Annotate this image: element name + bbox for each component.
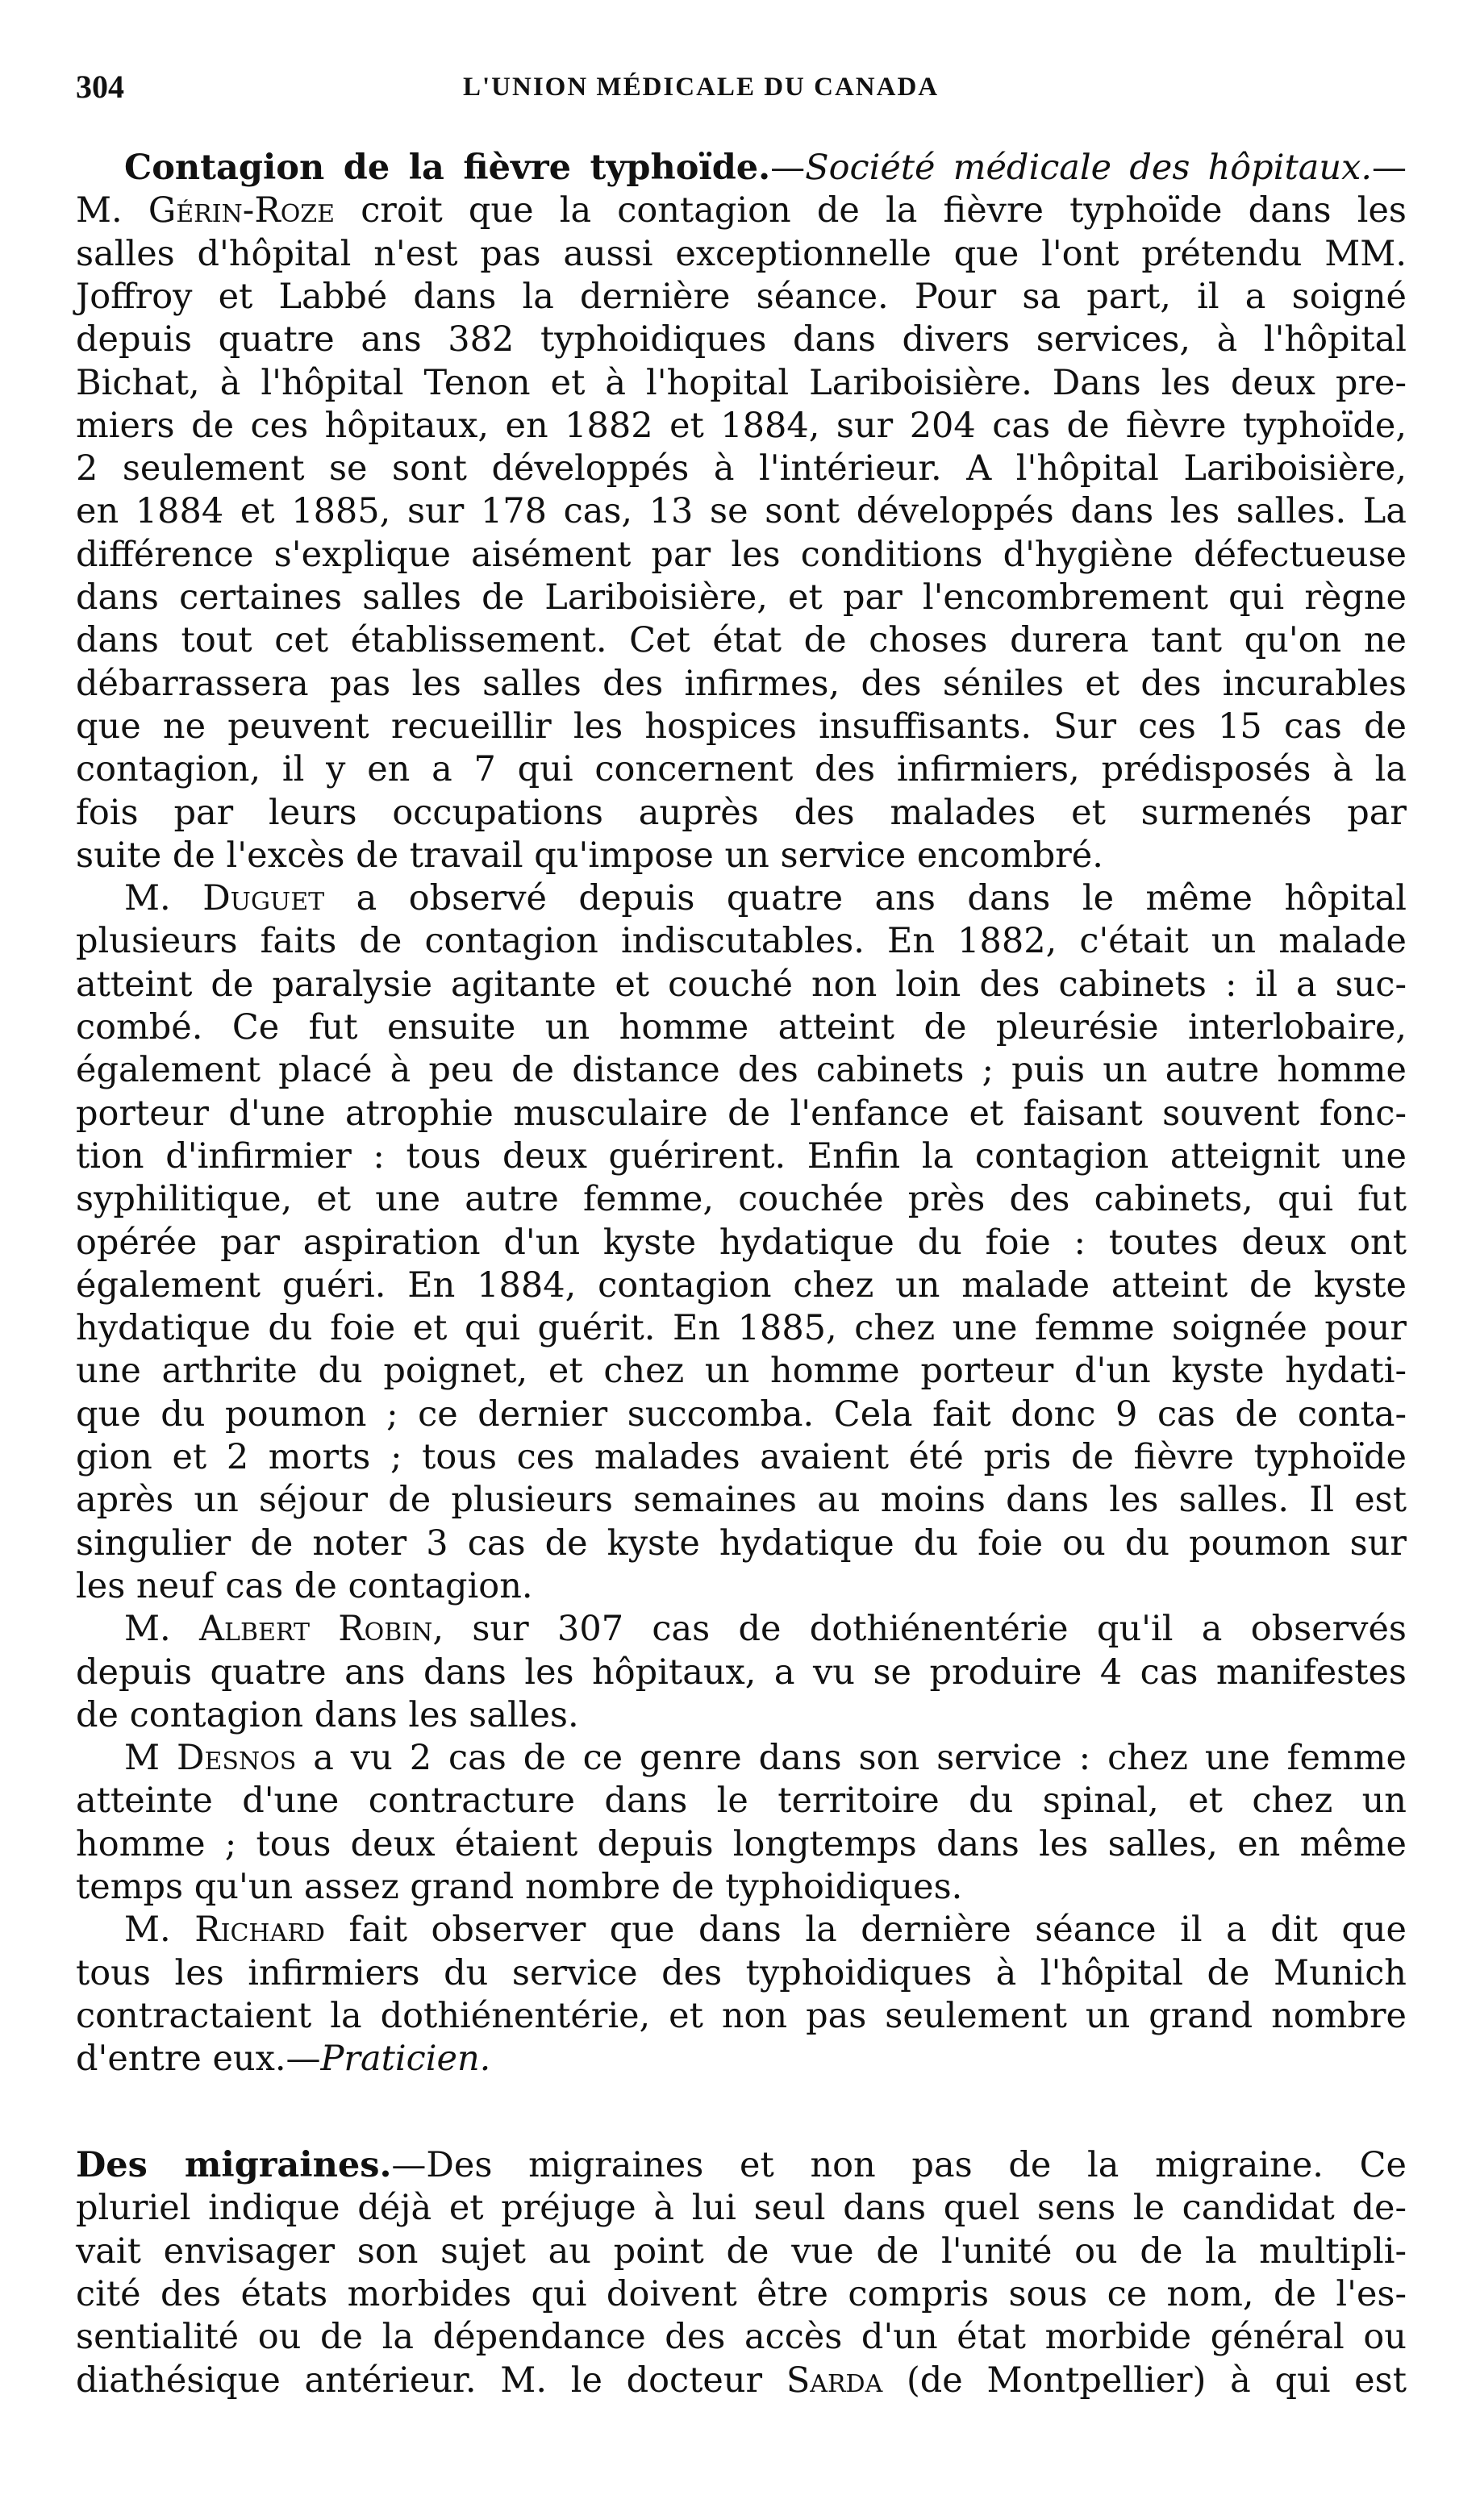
- text-run: combé. Ce fut ensuite un homme atteint de pleurésie interlobaire,: [76, 1007, 1407, 1048]
- text-run: —Des migraines et non pas de la migraine. Ce: [391, 2145, 1407, 2185]
- text-line: [76, 620, 1407, 660]
- text-run: de contagion dans les salles.: [76, 1694, 579, 1735]
- text-line: [76, 2360, 1407, 2401]
- text-run: singulier de noter 3 cas de kyste hydatique du foie ou du poumon sur: [76, 1522, 1407, 1564]
- source-citation: Praticien.: [320, 2039, 491, 2080]
- text-run: croit que la contagion de la fièvre typhoïde dans les: [335, 190, 1407, 231]
- text-run: d'entre eux.—: [76, 2039, 321, 2080]
- text-line: [76, 1695, 1407, 1735]
- text-run: tion d'infirmier : tous deux guérirent. Enfin la contagion atteignit une: [76, 1135, 1407, 1177]
- text-run: après un séjour de plusieurs semaines au moins dans les salles. Il est: [76, 1480, 1407, 1521]
- page-header: [76, 68, 1407, 116]
- text-line: [76, 1523, 1407, 1564]
- text-run: également guéri. En 1884, contagion chez un malade atteint de kyste: [76, 1264, 1407, 1306]
- text-line: [124, 1910, 1407, 1950]
- text-line: [76, 1437, 1407, 1477]
- text-line: [76, 2145, 1407, 2185]
- running-title: L'UNION MÉDICALE DU CANADA: [463, 73, 940, 102]
- text-line: [76, 1652, 1407, 1693]
- text-line: [124, 878, 1407, 918]
- text-run: dans certaines salles de Lariboisière, et par l'encombrement qui règne: [76, 577, 1407, 618]
- document-page: [76, 0, 1407, 2520]
- text-run: M.: [124, 878, 203, 919]
- text-run: pluriel indique déjà et préjuge à lui seul dans quel sens le candidat de-: [76, 2188, 1407, 2229]
- text-run: opérée par aspiration d'un kyste hydatique du foie : toutes deux ont: [76, 1222, 1407, 1263]
- text-line: [76, 1007, 1407, 1048]
- text-line: [76, 2274, 1407, 2314]
- text-run: fois par leurs occupations auprès des malades et surmenés par: [76, 792, 1407, 833]
- text-run: que ne peuvent recueillir les hospices insuffisants. Sur ces 15 cas de: [76, 706, 1407, 747]
- article-title-line: Contagion de la fièvre typhoïde.—Société médicale des hôpitaux.—: [124, 148, 1407, 188]
- text-run: atteint de paralysie agitante et couché non loin des cabinets : il a suc-: [76, 964, 1407, 1005]
- text-run: (de Montpellier) à qui est: [882, 2360, 1407, 2401]
- text-line: [76, 1308, 1407, 1348]
- text-line: [76, 491, 1407, 531]
- text-line: [76, 2231, 1407, 2272]
- author-name: Richard: [194, 1910, 325, 1951]
- text-run: Joffroy et Labbé dans la dernière séance. Pour sa part, il a soigné: [76, 276, 1407, 317]
- text-line: [76, 448, 1407, 489]
- text-run: débarrassera pas les salles des infirmes, des séniles et des incurables: [76, 663, 1407, 704]
- text-run: les neuf cas de contagion.: [76, 1565, 533, 1606]
- author-name: Desnos: [176, 1738, 297, 1779]
- text-line: [76, 1093, 1407, 1134]
- text-run: plusieurs faits de contagion indiscutables. En 1882, c'était un malade: [76, 921, 1407, 962]
- text-line: [76, 1996, 1407, 2036]
- text-run: , sur 307 cas de dothiénentérie qu'il a observés: [432, 1609, 1407, 1650]
- text-run: a observé depuis quatre ans dans le même hôpital: [324, 878, 1407, 919]
- text-run: également placé à peu de distance des cabinets ; puis un autre homme: [76, 1050, 1407, 1091]
- text-line: [76, 1824, 1407, 1864]
- text-line: [76, 1953, 1407, 1993]
- text-run: salles d'hôpital n'est pas aussi exceptionnelle que l'ont prétendu MM.: [76, 233, 1407, 274]
- text-line: [124, 1609, 1407, 1649]
- text-run: suite de l'excès de travail qu'impose un service encombré.: [76, 835, 1103, 876]
- text-line: [76, 2188, 1407, 2228]
- article-title: Contagion de la fièvre typhoïde.: [124, 148, 771, 188]
- text-line: [76, 1867, 1407, 1907]
- text-line: [76, 664, 1407, 704]
- text-line: [76, 1179, 1407, 1219]
- text-line: [76, 234, 1407, 274]
- text-line: [76, 921, 1407, 961]
- text-run: depuis quatre ans 382 typhoidiques dans divers services, à l'hôpital: [76, 319, 1407, 360]
- text-line: [76, 577, 1407, 618]
- text-run: sentialité ou de la dépendance des accès d'un état morbide général ou: [76, 2317, 1407, 2358]
- text-run: contagion, il y en a 7 qui concernent des infirmiers, prédisposés à la: [76, 749, 1407, 790]
- text-run: homme ; tous deux étaient depuis longtemps dans les salles, en même: [76, 1823, 1407, 1864]
- text-run: gion et 2 morts ; tous ces malades avaient été pris de fièvre typhoïde: [76, 1437, 1407, 1477]
- page-number: 304: [76, 69, 124, 105]
- text-line: [76, 1480, 1407, 1520]
- text-run: M: [124, 1738, 177, 1779]
- text-run: M.: [124, 1609, 199, 1650]
- text-line: [76, 406, 1407, 446]
- text-run: tous les infirmiers du service des typhoidiques à l'hôpital de Munich: [76, 1952, 1407, 1993]
- text-line: [76, 1566, 1407, 1606]
- author-name: Sarda: [786, 2360, 883, 2401]
- text-line: [76, 1223, 1407, 1263]
- text-run: atteinte d'une contracture dans le territoire du spinal, et chez un: [76, 1781, 1407, 1822]
- text-run: diathésique antérieur. M. le docteur: [76, 2360, 786, 2401]
- text-line: [76, 835, 1407, 876]
- text-run: M.: [76, 190, 148, 231]
- text-run: 2 seulement se sont développés à l'intérieur. A l'hôpital Lariboisière,: [76, 448, 1407, 489]
- text-run: syphilitique, et une autre femme, couchée près des cabinets, qui fut: [76, 1179, 1407, 1220]
- text-line: [76, 319, 1407, 360]
- text-line: [76, 1781, 1407, 1821]
- text-line: [76, 190, 1407, 231]
- text-run: cité des états morbides qui doivent être compris sous ce nom, de l'es-: [76, 2273, 1407, 2314]
- text-run: Bichat, à l'hôpital Tenon et à l'hopital Lariboisière. Dans les deux pre-: [76, 362, 1407, 403]
- text-line: [76, 749, 1407, 789]
- text-run: a vu 2 cas de ce genre dans son service : chez une femme: [296, 1738, 1407, 1779]
- text-run: miers de ces hôpitaux, en 1882 et 1884, sur 204 cas de fièvre typhoïde,: [76, 405, 1407, 446]
- text-line: [76, 1394, 1407, 1435]
- text-line: [76, 277, 1407, 317]
- text-line: [76, 363, 1407, 403]
- text-run: temps qu'un assez grand nombre de typhoidiques.: [76, 1867, 963, 1907]
- text-line: [76, 2317, 1407, 2357]
- text-line: [76, 535, 1407, 575]
- text-line: [76, 964, 1407, 1005]
- text-line: [76, 1136, 1407, 1177]
- text-run: en 1884 et 1885, sur 178 cas, 13 se sont développés dans les salles. La: [76, 491, 1407, 532]
- text-run: différence s'explique aisément par les conditions d'hygiène défectueuse: [76, 534, 1407, 575]
- text-line: [76, 2039, 1407, 2079]
- text-run: dans tout cet établissement. Cet état de choses durera tant qu'on ne: [76, 620, 1407, 661]
- text-line: [124, 1738, 1407, 1778]
- text-line: [76, 1351, 1407, 1391]
- text-line: [76, 706, 1407, 747]
- text-run: que du poumon ; ce dernier succomba. Cela fait donc 9 cas de conta-: [76, 1393, 1407, 1435]
- text-run: M.: [124, 1910, 195, 1951]
- author-name: Gérin-Roze: [148, 190, 336, 231]
- text-run: contractaient la dothiénentérie, et non pas seulement un grand nombre: [76, 1995, 1407, 2036]
- article-source: Société médicale des hôpitaux.: [805, 148, 1372, 188]
- text-run: une arthrite du poignet, et chez un homme porteur d'un kyste hydati-: [76, 1351, 1407, 1392]
- article-title: Des migraines.: [76, 2145, 392, 2185]
- text-line: [76, 1265, 1407, 1306]
- text-run: fait observer que dans la dernière séance il a dit que: [324, 1910, 1407, 1951]
- author-name: Albert Robin: [199, 1609, 433, 1650]
- text-run: depuis quatre ans dans les hôpitaux, a vu se produire 4 cas manifestes: [76, 1652, 1407, 1693]
- text-line: [76, 793, 1407, 833]
- text-run: vait envisager son sujet au point de vue de l'unité ou de la multipli-: [76, 2231, 1407, 2272]
- text-run: porteur d'une atrophie musculaire de l'enfance et faisant souvent fonc-: [76, 1093, 1407, 1134]
- text-run: hydatique du foie et qui guérit. En 1885, chez une femme soignée pour: [76, 1308, 1407, 1349]
- author-name: Duguet: [202, 878, 325, 919]
- text-line: [76, 1050, 1407, 1090]
